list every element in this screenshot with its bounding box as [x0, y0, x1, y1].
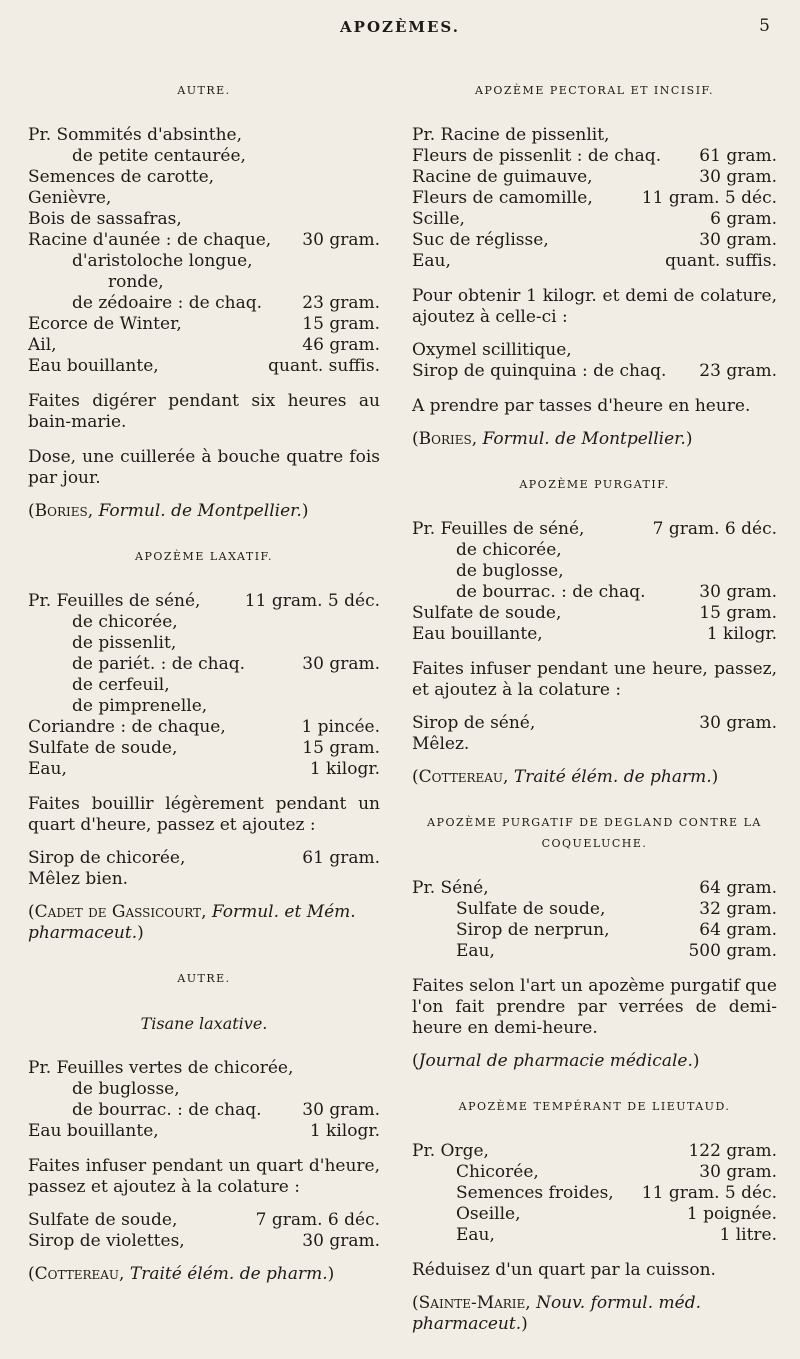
ingredient: Sulfate de soude, — [28, 738, 178, 758]
amount: 1 kilogr. — [309, 1121, 380, 1141]
ingredient: Semences de carotte, — [28, 167, 215, 187]
ingredient: Oseille, — [456, 1204, 521, 1224]
prescription-line — [28, 293, 380, 314]
source-author: Cadet de Gassicourt, — [34, 902, 207, 922]
amount: 11 gram. 5 déc. — [641, 1183, 777, 1203]
prescription-line — [28, 591, 380, 612]
amount: quant. suffis. — [665, 251, 777, 271]
amount: 11 gram. 5 déc. — [244, 591, 380, 611]
amount: 500 gram. — [688, 941, 777, 961]
additional-line — [412, 340, 777, 361]
source-author: Bories, — [418, 429, 478, 449]
prescription-line — [28, 612, 380, 633]
amount: 15 gram. — [699, 603, 777, 623]
prescription-line — [28, 1100, 380, 1121]
section-title: APOZÈME PECTORAL ET INCISIF. — [475, 84, 714, 97]
amount: 30 gram. — [302, 654, 380, 674]
ingredient: Pr. Séné, — [412, 878, 489, 898]
amount: 6 gram. — [710, 209, 777, 229]
ingredient: de bourrac. : de chaq. — [72, 1100, 262, 1120]
amount: 30 gram. — [699, 167, 777, 187]
amount: 15 gram. — [302, 314, 380, 334]
prescription-line — [28, 125, 380, 146]
prescription-line — [412, 899, 777, 920]
ingredient: Genièvre, — [28, 188, 112, 208]
prescription — [28, 125, 380, 377]
right-column — [412, 80, 777, 1359]
prescription-line — [412, 878, 777, 899]
instruction-paragraph: Pour obtenir 1 kilogr. et demi de colature, ajoutez à celle-ci : — [412, 286, 777, 327]
amount: 1 poignée. — [686, 1204, 777, 1224]
page-header — [0, 18, 800, 48]
prescription-line — [28, 272, 380, 293]
instruction-paragraph: Faites selon l'art un apozème purgatif que l'on fait prendre par verrées de demi-heure en demi-heure. — [412, 976, 777, 1038]
amount: 1 litre. — [719, 1225, 777, 1245]
amount: 30 gram. — [699, 713, 777, 733]
source-title: Journal de pharmacie médicale. — [418, 1051, 693, 1071]
prescription-line — [28, 1058, 380, 1079]
ingredient: de pariét. : de chaq. — [72, 654, 245, 674]
amount: 1 kilogr. — [706, 624, 777, 644]
prescription — [412, 1141, 777, 1246]
ingredient: Eau, — [28, 759, 67, 779]
amount: 30 gram. — [302, 1231, 380, 1251]
prescription — [412, 878, 777, 962]
recipe-section — [412, 474, 777, 788]
source-author: Cottereau, — [34, 1264, 125, 1284]
source-citation: (Cottereau, Traité élém. de pharm.) — [28, 1264, 335, 1284]
ingredient: de bourrac. : de chaq. — [456, 582, 646, 602]
source-title: Formul. de Montpellier. — [482, 429, 686, 449]
prescription-line — [28, 209, 380, 230]
section-title: APOZÈME PURGATIF. — [519, 478, 670, 491]
prescription-line — [28, 675, 380, 696]
amount: 122 gram. — [688, 1141, 777, 1161]
prescription-line — [28, 717, 380, 738]
additional-ingredients — [28, 1210, 380, 1252]
prescription-line — [28, 251, 380, 272]
prescription-line — [28, 356, 380, 377]
prescription-line — [412, 603, 777, 624]
recipe-section — [412, 812, 777, 1072]
prescription-line — [412, 209, 777, 230]
recipe-section — [28, 80, 380, 522]
instruction-paragraph: Faites bouillir légèrement pendant un quart d'heure, passez et ajoutez : — [28, 794, 380, 835]
additional-line — [28, 869, 380, 890]
ingredient: Racine de guimauve, — [412, 167, 593, 187]
recipe-section — [28, 546, 380, 944]
ingredient: Ail, — [28, 335, 57, 355]
ingredient: Mêlez. — [412, 734, 470, 754]
ingredient: Fleurs de pissenlit : de chaq. — [412, 146, 662, 166]
ingredient: Bois de sassafras, — [28, 209, 182, 229]
ingredient: de buglosse, — [456, 561, 564, 581]
additional-line — [412, 361, 777, 382]
ingredient: Sirop de séné, — [412, 713, 536, 733]
instruction-paragraph: A prendre par tasses d'heure en heure. — [412, 396, 751, 416]
prescription-line — [412, 1162, 777, 1183]
amount: 1 kilogr. — [309, 759, 380, 779]
recipe-section — [28, 968, 380, 1285]
source-citation: (Journal de pharmacie médicale.) — [412, 1051, 700, 1071]
ingredient: Sulfate de soude, — [456, 899, 606, 919]
ingredient: Sirop de quinquina : de chaq. — [412, 361, 667, 381]
source-author: Bories, — [34, 501, 94, 521]
recipe-section — [412, 1096, 777, 1335]
ingredient: de cerfeuil, — [72, 675, 170, 695]
additional-ingredients — [28, 848, 380, 890]
ingredient: Eau bouillante, — [28, 356, 159, 376]
prescription-line — [28, 759, 380, 780]
amount: 64 gram. — [699, 878, 777, 898]
prescription-line — [412, 582, 777, 603]
instruction-paragraph: Faites infuser pendant un quart d'heure, passez et ajoutez à la colature : — [28, 1156, 380, 1197]
prescription-line — [412, 230, 777, 251]
additional-line — [28, 848, 380, 869]
section-subtitle: Tisane laxative. — [140, 1014, 268, 1033]
source-title: Formul. de Montpellier. — [98, 501, 302, 521]
prescription-line — [28, 654, 380, 675]
amount: quant. suffis. — [268, 356, 380, 376]
running-title: APOZÈMES. — [340, 18, 460, 36]
section-title: AUTRE. — [177, 84, 231, 97]
prescription-line — [28, 696, 380, 717]
source-citation: (Sainte-Marie, Nouv. formul. méd. pharmaceut.) — [412, 1293, 702, 1334]
amount: 7 gram. 6 déc. — [652, 519, 777, 539]
amount: 32 gram. — [699, 899, 777, 919]
ingredient: Sirop de chicorée, — [28, 848, 186, 868]
prescription-line — [28, 188, 380, 209]
recipe-section — [412, 80, 777, 450]
additional-line — [412, 734, 777, 755]
prescription-line — [412, 188, 777, 209]
left-column — [28, 80, 380, 1309]
ingredient: Ecorce de Winter, — [28, 314, 182, 334]
ingredient: Mêlez bien. — [28, 869, 129, 889]
source-title: Nouv. formul. méd. pharmaceut. — [412, 1293, 702, 1334]
ingredient: Pr. Feuilles vertes de chicorée, — [28, 1058, 294, 1078]
ingredient: Sirop de violettes, — [28, 1231, 185, 1251]
prescription-line — [412, 251, 777, 272]
ingredient: de chicorée, — [456, 540, 562, 560]
ingredient: Semences froides, — [456, 1183, 614, 1203]
amount: 23 gram. — [699, 361, 777, 381]
page-number: 5 — [759, 16, 770, 36]
prescription-line — [28, 167, 380, 188]
ingredient: Eau, — [412, 251, 451, 271]
additional-ingredients — [412, 340, 777, 382]
prescription-line — [412, 941, 777, 962]
prescription-line — [28, 314, 380, 335]
prescription-line — [412, 167, 777, 188]
ingredient: Oxymel scillitique, — [412, 340, 572, 360]
amount: 30 gram. — [699, 230, 777, 250]
ingredient: ronde, — [108, 272, 164, 292]
ingredient: Suc de réglisse, — [412, 230, 549, 250]
amount: 61 gram. — [302, 848, 380, 868]
ingredient: de pimprenelle, — [72, 696, 208, 716]
amount: 46 gram. — [302, 335, 380, 355]
instruction-paragraph: Faites digérer pendant six heures au bain-marie. — [28, 391, 380, 432]
prescription-line — [412, 540, 777, 561]
prescription — [28, 591, 380, 780]
prescription-line — [28, 1079, 380, 1100]
ingredient: de petite centaurée, — [72, 146, 246, 166]
prescription-line — [28, 633, 380, 654]
ingredient: de chicorée, — [72, 612, 178, 632]
amount: 61 gram. — [699, 146, 777, 166]
prescription — [412, 519, 777, 645]
instruction-paragraph: Réduisez d'un quart par la cuisson. — [412, 1260, 716, 1280]
amount: 1 pincée. — [301, 717, 380, 737]
ingredient: Fleurs de camomille, — [412, 188, 593, 208]
ingredient: Sirop de nerprun, — [456, 920, 610, 940]
ingredient: Eau bouillante, — [28, 1121, 159, 1141]
prescription-line — [412, 146, 777, 167]
amount: 30 gram. — [302, 230, 380, 250]
ingredient: Pr. Sommités d'absinthe, — [28, 125, 243, 145]
source-title: Formul. et Mém. pharmaceut. — [28, 902, 356, 943]
source-citation: (Bories, Formul. de Montpellier.) — [28, 501, 309, 521]
ingredient: de buglosse, — [72, 1079, 180, 1099]
amount: 11 gram. 5 déc. — [641, 188, 777, 208]
prescription-line — [412, 920, 777, 941]
additional-ingredients — [412, 713, 777, 755]
prescription — [412, 125, 777, 272]
instruction-paragraph: Dose, une cuillerée à bouche quatre fois par jour. — [28, 447, 380, 488]
ingredient: Racine d'aunée : de chaque, — [28, 230, 272, 250]
ingredient: Eau, — [456, 941, 495, 961]
additional-line — [28, 1210, 380, 1231]
ingredient: de zédoaire : de chaq. — [72, 293, 263, 313]
prescription-line — [412, 1183, 777, 1204]
prescription-line — [28, 230, 380, 251]
ingredient: Coriandre : de chaque, — [28, 717, 226, 737]
ingredient: Pr. Orge, — [412, 1141, 489, 1161]
prescription-line — [412, 519, 777, 540]
prescription — [28, 1058, 380, 1142]
source-title: Traité élém. de pharm. — [129, 1264, 328, 1284]
amount: 64 gram. — [699, 920, 777, 940]
amount: 23 gram. — [302, 293, 380, 313]
prescription-line — [412, 1225, 777, 1246]
ingredient: Eau bouillante, — [412, 624, 543, 644]
prescription-line — [412, 1141, 777, 1162]
instruction-paragraph: Faites infuser pendant une heure, passez, et ajoutez à la colature : — [412, 659, 777, 700]
section-title: APOZÈME PURGATIF DE DEGLAND CONTRE LA COQUELUCHE. — [427, 816, 762, 850]
ingredient: de pissenlit, — [72, 633, 177, 653]
section-title: APOZÈME TEMPÉRANT DE LIEUTAUD. — [458, 1100, 731, 1113]
prescription-line — [412, 1204, 777, 1225]
ingredient: Pr. Feuilles de séné, — [412, 519, 585, 539]
prescription-line — [412, 125, 777, 146]
amount: 15 gram. — [302, 738, 380, 758]
source-author: Sainte-Marie, — [418, 1293, 531, 1313]
ingredient: d'aristoloche longue, — [72, 251, 253, 271]
prescription-line — [412, 561, 777, 582]
amount: 7 gram. 6 déc. — [255, 1210, 380, 1230]
amount: 30 gram. — [699, 1162, 777, 1182]
amount: 30 gram. — [302, 1100, 380, 1120]
section-title: AUTRE. — [177, 972, 231, 985]
ingredient: Sulfate de soude, — [412, 603, 562, 623]
additional-line — [28, 1231, 380, 1252]
additional-line — [412, 713, 777, 734]
prescription-line — [28, 146, 380, 167]
ingredient: Chicorée, — [456, 1162, 539, 1182]
source-citation: (Cottereau, Traité élém. de pharm.) — [412, 767, 719, 787]
ingredient: Eau, — [456, 1225, 495, 1245]
ingredient: Sulfate de soude, — [28, 1210, 178, 1230]
prescription-line — [28, 738, 380, 759]
prescription-line — [412, 624, 777, 645]
amount: 30 gram. — [699, 582, 777, 602]
source-title: Traité élém. de pharm. — [513, 767, 712, 787]
source-citation: (Bories, Formul. de Montpellier.) — [412, 429, 693, 449]
prescription-line — [28, 1121, 380, 1142]
source-author: Cottereau, — [418, 767, 509, 787]
section-title: APOZÈME LAXATIF. — [135, 550, 273, 563]
ingredient: Pr. Feuilles de séné, — [28, 591, 201, 611]
source-citation: (Cadet de Gassicourt, Formul. et Mém. pharmaceut.) — [28, 902, 356, 943]
prescription-line — [28, 335, 380, 356]
ingredient: Pr. Racine de pissenlit, — [412, 125, 610, 145]
ingredient: Scille, — [412, 209, 465, 229]
